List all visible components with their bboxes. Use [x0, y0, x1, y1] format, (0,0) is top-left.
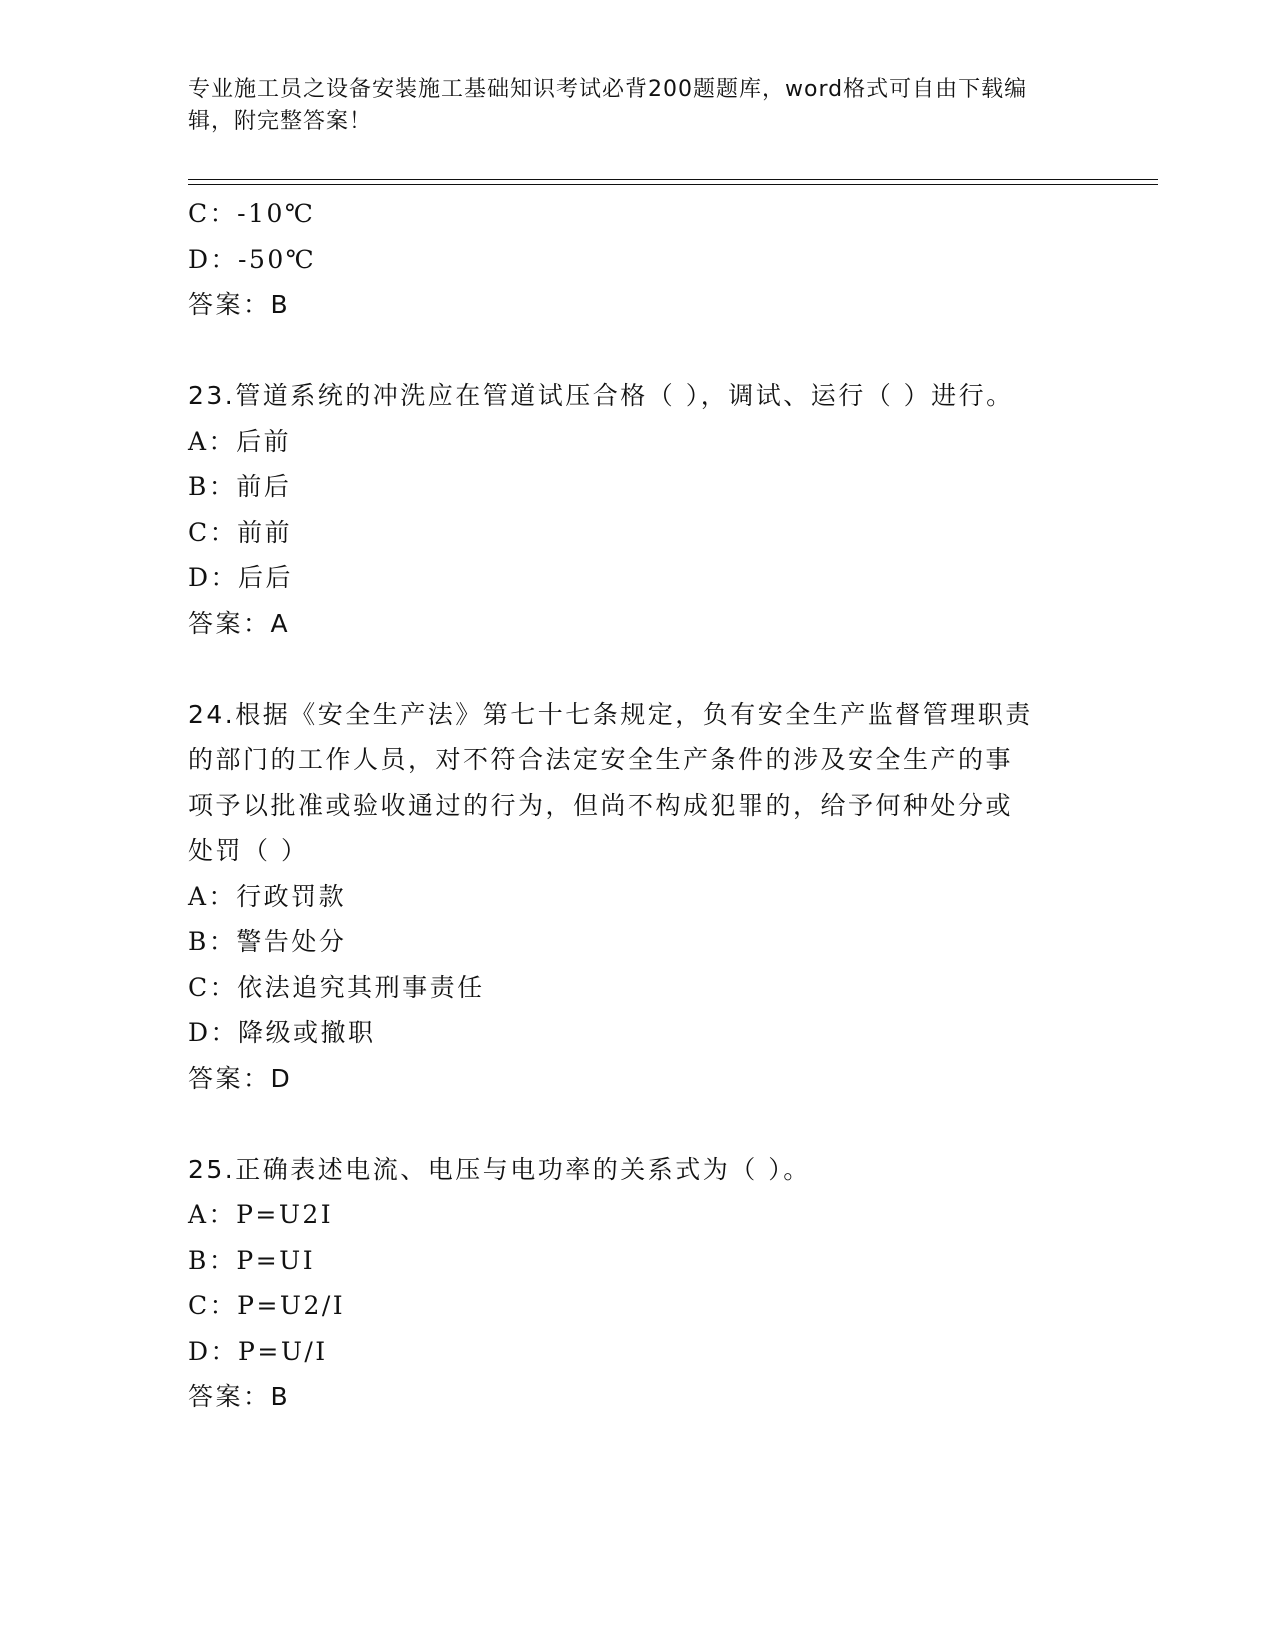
option-letter: D： [188, 244, 239, 274]
option-letter: A： [188, 426, 237, 456]
option-a [188, 419, 1088, 465]
option-d [188, 1010, 1088, 1056]
answer-line: 答案：A [188, 608, 291, 638]
option-text: 前前 [237, 517, 293, 547]
spacer [188, 1101, 1088, 1147]
option-text: 降级或撤职 [238, 1018, 376, 1047]
option-text: -10℃ [237, 199, 316, 228]
option-letter: C： [188, 972, 238, 1002]
spacer [188, 646, 1088, 692]
question-list [188, 191, 1088, 1420]
option-b [188, 464, 1088, 510]
option-letter: A： [188, 881, 237, 911]
answer-line: 答案：B [188, 290, 291, 319]
option-letter: C： [188, 199, 238, 228]
option-d [188, 237, 1088, 283]
option-letter: B： [188, 927, 237, 956]
document-header: 专业施工员之设备安装施工基础知识考试必背200题题库，word格式可自由下载编辑，附完整答案！ [188, 77, 1028, 134]
question-stem-line: 的部门的工作人员，对不符合法定安全生产条件的涉及安全生产的事 [188, 745, 1014, 774]
question-stem-line: 项予以批准或验收通过的行为，但尚不构成犯罪的，给予何种处分或 [188, 790, 1014, 820]
option-text: P=U/I [238, 1336, 328, 1366]
question-stem-line: 24.根据《安全生产法》第七十七条规定，负有安全生产监督管理职责 [188, 699, 1033, 729]
option-text: 前后 [236, 472, 292, 501]
option-b [188, 1238, 1088, 1284]
option-c [188, 1283, 1088, 1329]
question-stem-line: 处罚（ ） [188, 836, 309, 865]
answer-line: 答案：B [188, 1382, 291, 1411]
option-a [188, 1192, 1088, 1238]
option-c [188, 191, 1088, 237]
option-text: 依法追究其刑事责任 [237, 972, 485, 1002]
header-divider-bottom [188, 184, 1158, 185]
option-letter: D： [188, 1336, 239, 1366]
option-letter: C： [188, 517, 238, 547]
option-d [188, 555, 1088, 601]
question-stem: 23.管道系统的冲洗应在管道试压合格（ ），调试、运行（ ）进行。 [188, 381, 1014, 410]
option-text: 行政罚款 [236, 881, 347, 911]
option-text: P=U2I [236, 1200, 334, 1229]
option-text: 后后 [238, 563, 294, 592]
option-c [188, 510, 1088, 556]
option-b [188, 919, 1088, 965]
question-stem: 25.正确表述电流、电压与电功率的关系式为（ ）。 [188, 1154, 811, 1184]
option-text: 警告处分 [236, 927, 347, 956]
option-text: P=UI [236, 1245, 316, 1275]
option-text: P=U2/I [237, 1291, 346, 1320]
spacer [188, 328, 1088, 374]
option-text: 后前 [236, 426, 292, 456]
option-letter: B： [188, 472, 237, 501]
option-letter: A： [188, 1200, 237, 1229]
option-letter: D： [188, 1018, 239, 1047]
option-d [188, 1329, 1088, 1375]
answer-line: 答案：D [188, 1063, 293, 1093]
option-c [188, 965, 1088, 1011]
option-text: -50℃ [238, 244, 317, 274]
option-letter: B： [188, 1245, 237, 1275]
header-divider-top [188, 179, 1158, 180]
option-letter: D： [188, 563, 239, 592]
option-a [188, 874, 1088, 920]
option-letter: C： [188, 1291, 238, 1320]
